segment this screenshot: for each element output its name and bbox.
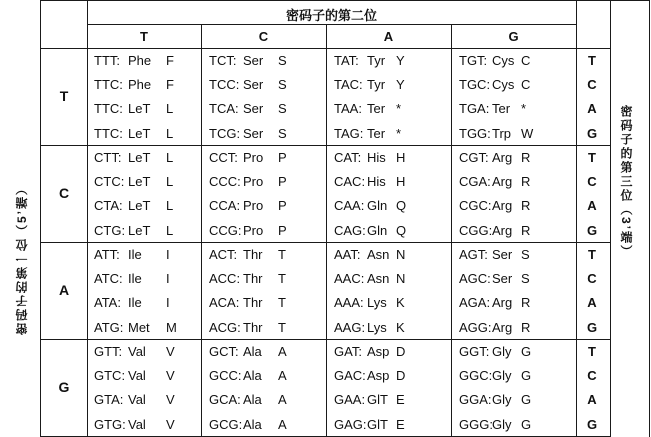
amino-acid: Arg — [492, 150, 513, 165]
amino-acid: Asp — [367, 344, 390, 359]
third-base: A — [587, 392, 597, 408]
codon: ATA: — [94, 295, 121, 311]
amino-acid: Thr — [243, 271, 263, 287]
amino-acid-code: A — [278, 392, 287, 408]
amino-acid: Arg — [492, 295, 513, 311]
amino-acid: LeT — [128, 174, 151, 190]
amino-acid-code: R — [521, 174, 531, 190]
codon: GGA: — [459, 392, 492, 408]
amino-acid: LeT — [128, 198, 151, 214]
second-base-T: T — [140, 29, 148, 44]
amino-acid: Val — [128, 416, 146, 432]
amino-acid: Ter — [367, 125, 386, 141]
grid-line — [40, 0, 41, 437]
amino-acid: Ile — [128, 295, 142, 311]
codon: CGC: — [459, 198, 492, 214]
amino-acid: LeT — [128, 125, 151, 141]
codon: TTT: — [94, 53, 120, 68]
amino-acid-code: A — [278, 368, 287, 384]
third-base: T — [588, 344, 596, 359]
amino-acid: Pro — [243, 174, 264, 190]
amino-acid: Val — [128, 392, 146, 408]
codon: CAT: — [334, 150, 362, 165]
amino-acid-code: R — [521, 150, 531, 165]
amino-acid: Arg — [492, 319, 513, 335]
amino-acid-code: I — [166, 295, 170, 311]
amino-acid-code: L — [166, 101, 174, 117]
amino-acid-code: L — [166, 222, 174, 238]
amino-acid-code: Q — [396, 222, 407, 238]
amino-acid-code: R — [521, 319, 531, 335]
amino-acid-code: D — [396, 368, 406, 384]
codon: AAT: — [334, 247, 361, 262]
amino-acid-code: P — [278, 198, 287, 214]
codon: CCC: — [209, 174, 241, 190]
third-base: A — [587, 101, 597, 117]
amino-acid-code: V — [166, 392, 175, 408]
amino-acid-code: * — [396, 101, 402, 117]
amino-acid: Arg — [492, 198, 513, 214]
amino-acid-code: Y — [396, 77, 405, 93]
grid-line — [40, 0, 650, 1]
codon: AAC: — [334, 271, 365, 287]
amino-acid: Pro — [243, 198, 264, 214]
codon: TCT: — [209, 53, 237, 68]
amino-acid: Ser — [492, 271, 513, 287]
amino-acid-code: H — [396, 150, 406, 165]
amino-acid-code: V — [166, 416, 175, 432]
codon: CTC: — [94, 174, 125, 190]
grid-line — [40, 145, 610, 146]
second-base-C: C — [258, 29, 269, 44]
amino-acid-code: P — [278, 174, 287, 190]
codon: GGG: — [459, 416, 493, 432]
codon: ATG: — [94, 319, 124, 335]
amino-acid: Phe — [128, 53, 152, 68]
amino-acid-code: W — [521, 125, 534, 141]
amino-acid: Thr — [243, 319, 263, 335]
codon: CGG: — [459, 222, 493, 238]
codon: ATC: — [94, 271, 123, 287]
first-base-T: T — [59, 88, 69, 105]
amino-acid-code: Q — [396, 198, 407, 214]
codon: GCT: — [209, 344, 239, 359]
amino-acid-code: G — [521, 368, 532, 384]
amino-acid-code: T — [278, 271, 286, 287]
codon: GTA: — [94, 392, 124, 408]
first-base-C: C — [58, 185, 70, 202]
codon: CTA: — [94, 198, 123, 214]
codon: ATT: — [94, 247, 120, 262]
amino-acid: Ter — [367, 101, 386, 117]
amino-acid-code: C — [521, 53, 531, 68]
amino-acid: Gln — [367, 222, 388, 238]
codon: CAG: — [334, 222, 366, 238]
codon: ACG: — [209, 319, 241, 335]
amino-acid: Lys — [367, 319, 387, 335]
third-base: G — [586, 222, 598, 238]
amino-acid: Cys — [492, 77, 515, 93]
amino-acid-code: K — [396, 319, 405, 335]
grid-line — [40, 242, 610, 243]
codon: TTC: — [94, 101, 123, 117]
amino-acid: Val — [128, 344, 146, 359]
amino-acid: LeT — [128, 101, 151, 117]
amino-acid: Gly — [492, 416, 512, 432]
codon: ACC: — [209, 271, 241, 287]
amino-acid-code: S — [521, 247, 530, 262]
third-base: T — [588, 53, 596, 68]
amino-acid-code: E — [396, 416, 405, 432]
codon: ACT: — [209, 247, 238, 262]
amino-acid: Asp — [367, 368, 390, 384]
amino-acid-code: R — [521, 295, 531, 311]
codon: AAA: — [334, 295, 364, 311]
codon: CCA: — [209, 198, 241, 214]
codon: TAA: — [334, 101, 362, 117]
codon: AGA: — [459, 295, 491, 311]
amino-acid-code: A — [278, 416, 287, 432]
amino-acid: Trp — [492, 125, 512, 141]
amino-acid-code: P — [278, 150, 287, 165]
grid-line — [87, 24, 576, 25]
codon: ACA: — [209, 295, 240, 311]
third-base: A — [587, 295, 597, 311]
grid-line — [87, 0, 88, 437]
left-title: 密码子的第一位（5’端） — [15, 180, 29, 335]
amino-acid: Gly — [492, 392, 512, 408]
amino-acid-code: S — [278, 101, 287, 117]
amino-acid-code: * — [396, 125, 402, 141]
amino-acid-code: L — [166, 198, 174, 214]
amino-acid: Ala — [243, 416, 262, 432]
codon: TCG: — [209, 125, 241, 141]
amino-acid: Pro — [243, 222, 264, 238]
codon: GCC: — [209, 368, 242, 384]
amino-acid-code: P — [278, 222, 287, 238]
codon: GTC: — [94, 368, 126, 384]
amino-acid-code: L — [166, 125, 174, 141]
codon: GAA: — [334, 392, 366, 408]
amino-acid-code: * — [521, 101, 527, 117]
codon: TTC: — [94, 125, 123, 141]
amino-acid: Ser — [243, 101, 264, 117]
third-base: C — [587, 77, 597, 93]
third-base: C — [587, 174, 597, 190]
amino-acid-code: G — [521, 344, 532, 359]
codon: GGT: — [459, 344, 490, 359]
first-base-G: G — [58, 379, 70, 396]
amino-acid-code: I — [166, 247, 170, 262]
codon: CGT: — [459, 150, 489, 165]
third-base: C — [587, 271, 597, 287]
amino-acid-code: I — [166, 271, 170, 287]
amino-acid-code: L — [166, 150, 174, 165]
codon: TGT: — [459, 53, 488, 68]
codon: GAC: — [334, 368, 366, 384]
grid-line — [40, 48, 610, 49]
codon: AGC: — [459, 271, 491, 287]
amino-acid-code: N — [396, 271, 406, 287]
top-title: 密码子的第二位 — [285, 8, 377, 23]
codon: TGG: — [459, 125, 491, 141]
codon: GAG: — [334, 416, 367, 432]
amino-acid-code: V — [166, 344, 175, 359]
codon: TGC: — [459, 77, 491, 93]
codon: TAT: — [334, 53, 359, 68]
amino-acid: Ser — [243, 125, 264, 141]
amino-acid: Ter — [492, 101, 511, 117]
amino-acid: Gly — [492, 344, 512, 359]
amino-acid: Ser — [243, 77, 264, 93]
amino-acid-code: T — [278, 319, 286, 335]
amino-acid-code: H — [396, 174, 406, 190]
third-base: G — [586, 319, 598, 335]
amino-acid: Tyr — [367, 53, 386, 68]
amino-acid-code: S — [521, 271, 530, 287]
codon: GCG: — [209, 416, 243, 432]
codon: AGG: — [459, 319, 492, 335]
codon: GTG: — [94, 416, 126, 432]
amino-acid: Val — [128, 368, 146, 384]
codon: CCG: — [209, 222, 242, 238]
codon: TTC: — [94, 77, 123, 93]
amino-acid: His — [367, 174, 386, 190]
codon: CCT: — [209, 150, 238, 165]
third-base: G — [586, 416, 598, 432]
amino-acid-code: K — [396, 295, 405, 311]
amino-acid-code: M — [166, 319, 177, 335]
codon: CAC: — [334, 174, 366, 190]
codon: GTT: — [94, 344, 123, 359]
amino-acid: Pro — [243, 150, 264, 165]
codon: GCA: — [209, 392, 241, 408]
grid-line — [40, 339, 610, 340]
amino-acid: Ser — [243, 53, 264, 68]
first-base-A: A — [58, 282, 70, 299]
amino-acid-code: N — [396, 247, 406, 262]
amino-acid: Phe — [128, 77, 152, 93]
amino-acid-code: T — [278, 295, 286, 311]
amino-acid: Ser — [492, 247, 513, 262]
amino-acid-code: D — [396, 344, 406, 359]
codon: TAG: — [334, 125, 364, 141]
third-base: A — [587, 198, 597, 214]
amino-acid-code: S — [278, 125, 287, 141]
amino-acid: Asn — [367, 247, 390, 262]
grid-line — [326, 24, 327, 437]
amino-acid-code: S — [278, 53, 287, 68]
amino-acid: His — [367, 150, 386, 165]
codon: GAT: — [334, 344, 362, 359]
amino-acid-code: F — [166, 53, 174, 68]
amino-acid: Ala — [243, 344, 262, 359]
third-base: C — [587, 368, 597, 384]
grid-line — [610, 0, 611, 437]
codon: CAA: — [334, 198, 365, 214]
amino-acid-code: R — [521, 198, 531, 214]
amino-acid: Arg — [492, 174, 513, 190]
amino-acid-code: F — [166, 77, 174, 93]
codon: CTG: — [94, 222, 126, 238]
right-title: 密码子的第三位（3’端） — [619, 105, 633, 260]
amino-acid: Thr — [243, 247, 263, 262]
amino-acid-code: S — [278, 77, 287, 93]
amino-acid: Lys — [367, 295, 387, 311]
amino-acid: Thr — [243, 295, 263, 311]
amino-acid: Met — [128, 319, 150, 335]
third-base: T — [588, 247, 596, 262]
codon: AAG: — [334, 319, 366, 335]
third-base: T — [588, 150, 596, 165]
second-base-A: A — [383, 29, 394, 44]
codon: TAC: — [334, 77, 363, 93]
codon: CTT: — [94, 150, 122, 165]
amino-acid: Ile — [128, 247, 142, 262]
codon: GGC: — [459, 368, 493, 384]
amino-acid: GlT — [367, 392, 388, 408]
amino-acid-code: V — [166, 368, 175, 384]
third-base: G — [586, 125, 598, 141]
codon: TCA: — [209, 101, 239, 117]
amino-acid-code: Y — [396, 53, 405, 68]
amino-acid-code: C — [521, 77, 531, 93]
amino-acid-code: T — [278, 247, 286, 262]
amino-acid: Ala — [243, 392, 262, 408]
amino-acid: Tyr — [367, 77, 386, 93]
grid-line — [649, 0, 650, 437]
codon: TGA: — [459, 101, 490, 117]
amino-acid: Asn — [367, 271, 390, 287]
amino-acid-code: G — [521, 392, 532, 408]
grid-line — [451, 24, 452, 437]
codon: AGT: — [459, 247, 488, 262]
amino-acid: Arg — [492, 222, 513, 238]
amino-acid: GlT — [367, 416, 388, 432]
amino-acid: Gly — [492, 368, 512, 384]
second-base-G: G — [508, 29, 519, 44]
codon: TCC: — [209, 77, 240, 93]
amino-acid: Ala — [243, 368, 262, 384]
grid-line — [201, 24, 202, 437]
codon: CGA: — [459, 174, 491, 190]
amino-acid: Gln — [367, 198, 388, 214]
amino-acid: Cys — [492, 53, 515, 68]
amino-acid: LeT — [128, 150, 151, 165]
amino-acid: LeT — [128, 222, 151, 238]
amino-acid-code: R — [521, 222, 531, 238]
amino-acid: Ile — [128, 271, 142, 287]
amino-acid-code: L — [166, 174, 174, 190]
amino-acid-code: E — [396, 392, 405, 408]
amino-acid-code: G — [521, 416, 532, 432]
amino-acid-code: A — [278, 344, 287, 359]
